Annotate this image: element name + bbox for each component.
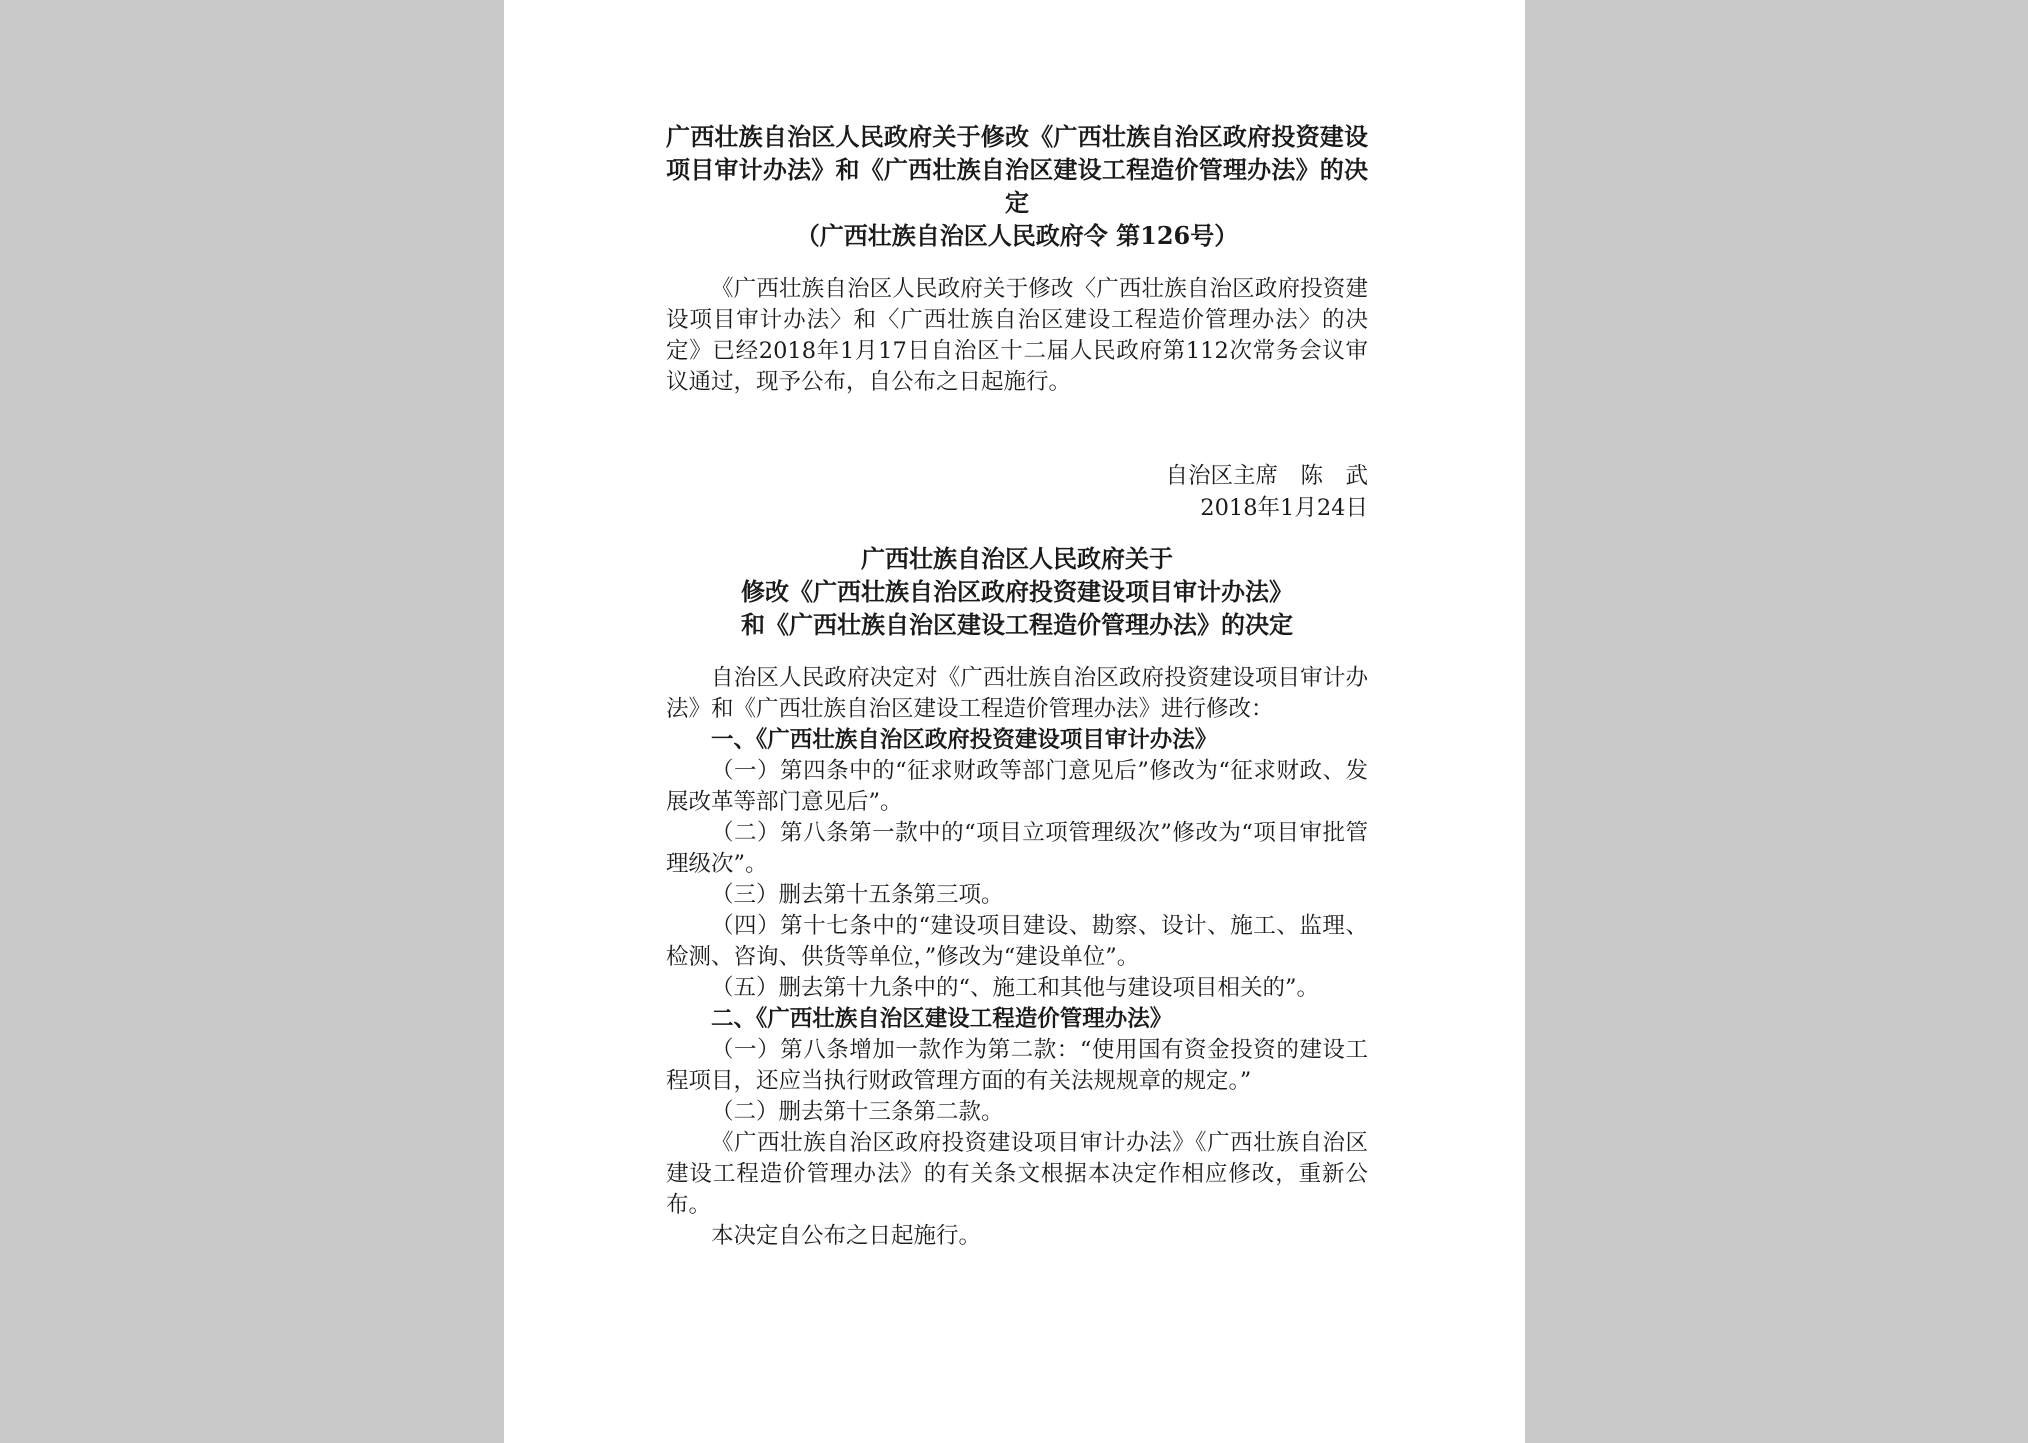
decision-intro: 自治区人民政府决定对《广西壮族自治区政府投资建设项目审计办法》和《广西壮族自治区建设工程造价管理办法》进行修改： [666,665,1368,722]
closing-paragraph: 《广西壮族自治区政府投资建设项目审计办法》《广西壮族自治区建设工程造价管理办法》的有关条文根据本决定作相应修改，重新公布。 [666,1130,1368,1218]
decision-title-line: 修改《广西壮族自治区政府投资建设项目审计办法》 [741,577,1293,606]
list-item: （一）第八条增加一款作为第二款：“使用国有资金投资的建设工程项目，还应当执行财政管理方面的有关法规规章的规定。” [666,1037,1368,1094]
list-item: （二）删去第十三条第二款。 [711,1099,1004,1125]
list-item: （二）第八条第一款中的“项目立项管理级次”修改为“项目审批管理级次”。 [666,820,1368,877]
decision-title [666,542,1368,641]
decision-title-line: 广西壮族自治区人民政府关于 [861,544,1173,573]
list-item: （五）删去第十九条中的“、施工和其他与建设项目相关的”。 [711,975,1320,1001]
document-page [504,0,1525,1443]
signature-block [666,460,1368,524]
decision-title-line: 和《广西壮族自治区建设工程造价管理办法》的决定 [741,610,1293,639]
list-item: （四）第十七条中的“建设项目建设、勘察、设计、施工、监理、检测、咨询、供货等单位，”修改为“建设单位”。 [666,913,1368,970]
section-heading: 一、《广西壮族自治区政府投资建设项目审计办法》 [711,727,1218,753]
document-content [666,120,1368,1252]
order-number: （广西壮族自治区人民政府令 第126号） [795,221,1239,250]
list-item: （一）第四条中的“征求财政等部门意见后”修改为“征求财政、发展改革等部门意见后”。 [666,758,1368,815]
section-heading: 二、《广西壮族自治区建设工程造价管理办法》 [711,1006,1173,1032]
list-item: （三）删去第十五条第三项。 [711,882,1004,908]
intro-paragraph: 《广西壮族自治区人民政府关于修改〈广西壮族自治区政府投资建设项目审计办法〉和〈广西壮族自治区建设工程造价管理办法〉的决定》已经2018年1月17日自治区十二届人民政府第112次常务会议审议通过，现予公布，自公布之日起施行。 [666,276,1368,395]
signer: 自治区主席 陈 武 [1165,463,1368,489]
decision-body [666,663,1368,1252]
closing-paragraph: 本决定自公布之日起施行。 [711,1223,982,1249]
document-title: 广西壮族自治区人民政府关于修改《广西壮族自治区政府投资建设项目审计办法》和《广西壮族自治区建设工程造价管理办法》的决定 [666,122,1368,217]
sign-date: 2018年1月24日 [1200,495,1368,521]
